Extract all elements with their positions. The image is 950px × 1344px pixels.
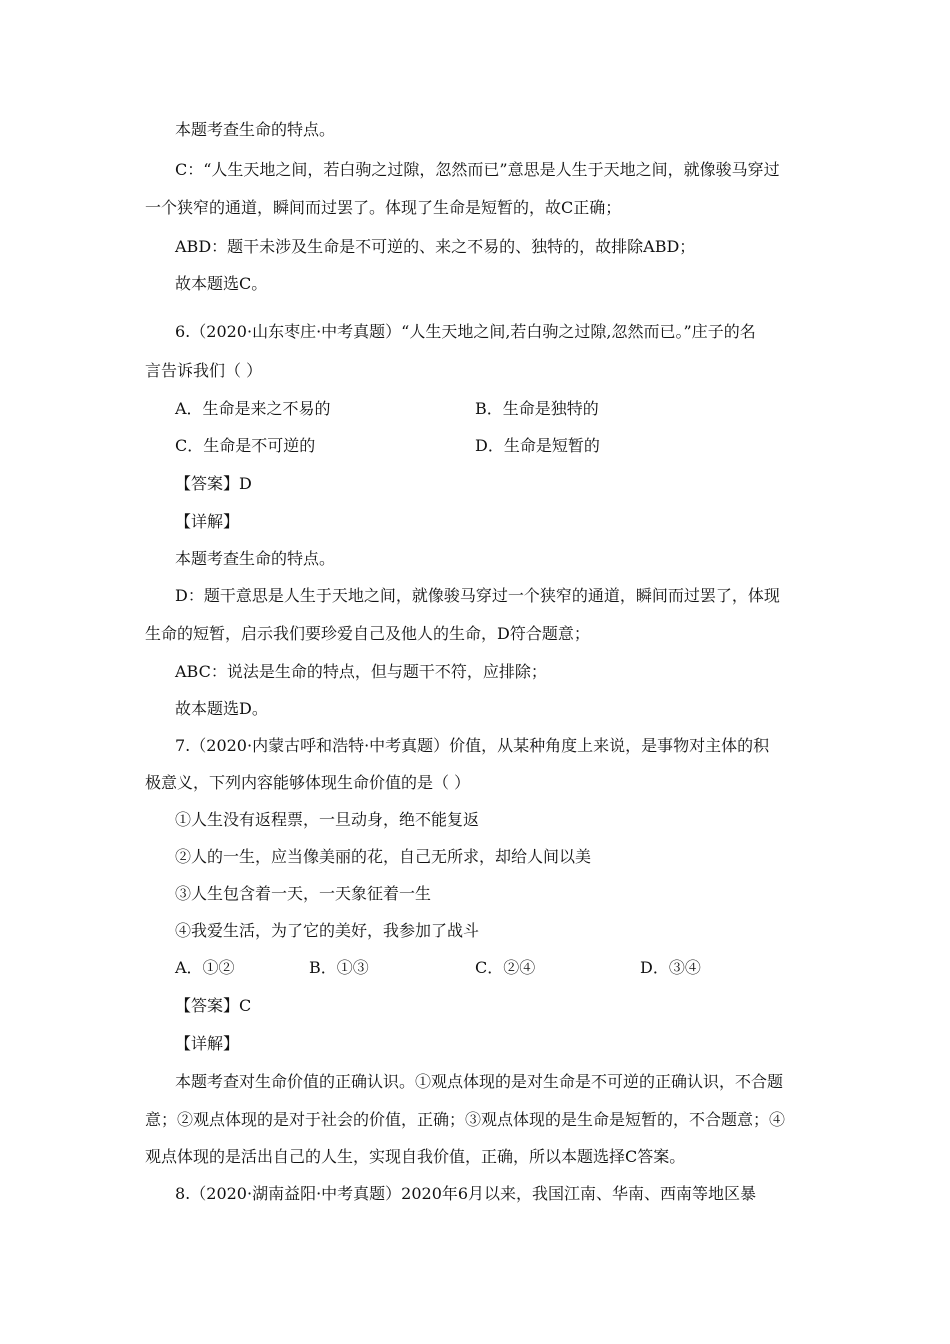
q6-detail-conclusion: 故本题选D。: [175, 699, 268, 718]
q7-item-4: ④我爱生活，为了它的美好，我参加了战斗: [175, 921, 480, 940]
q6-detail-d-line1: D：题干意思是人生于天地之间，就像骏马穿过一个狭窄的通道，瞬间而过罢了，体现: [175, 586, 780, 605]
q7-answer: 【答案】C: [175, 996, 252, 1015]
q6-answer: 【答案】D: [175, 474, 252, 493]
q5-explanation-conclusion: 故本题选C。: [175, 274, 268, 293]
q7-item-3: ③人生包含着一天，一天象征着一生: [175, 884, 432, 903]
q6-detail-d-line2: 生命的短暂，启示我们要珍爱自己及他人的生命，D符合题意；: [145, 624, 590, 643]
q7-detail-line3: 观点体现的是活出自己的人生，实现自我价值，正确，所以本题选择C答案。: [145, 1147, 686, 1166]
q7-detail-line1: 本题考查对生命价值的正确认识。①观点体现的是对生命是不可逆的正确认识，不合题: [175, 1072, 784, 1091]
q6-stem-line2: 言告诉我们（ ）: [145, 361, 263, 380]
q7-option-a: A．①②: [175, 958, 235, 977]
q7-detail-line2: 意；②观点体现的是对于社会的价值，正确；③观点体现的是生命是短暂的，不合题意；④: [145, 1110, 786, 1129]
q5-explanation-c-line1: C：“人生天地之间，若白驹之过隙，忽然而已”意思是人生于天地之间，就像骏马穿过: [175, 160, 780, 179]
q6-stem-line1: 6.（2020·山东枣庄·中考真题）“人生天地之间,若白驹之过隙,忽然而已。”庄子的名: [175, 322, 756, 341]
q6-detail-label: 【详解】: [175, 512, 240, 531]
q8-stem-line1: 8.（2020·湖南益阳·中考真题）2020年6月以来，我国江南、华南、西南等地区暴: [175, 1184, 757, 1203]
q5-explanation-abd: ABD：题干未涉及生命是不可逆的、来之不易的、独特的，故排除ABD；: [175, 237, 696, 256]
q7-option-b: B．①③: [309, 958, 369, 977]
q6-option-d: D．生命是短暂的: [475, 436, 600, 455]
q7-stem-line1: 7.（2020·内蒙古呼和浩特·中考真题）价值，从某种角度上来说，是事物对主体的积: [175, 736, 770, 755]
q7-option-c: C．②④: [475, 958, 536, 977]
q7-stem-line2: 极意义，下列内容能够体现生命价值的是（ ）: [145, 773, 471, 792]
q6-detail-abc: ABC：说法是生命的特点，但与题干不符，应排除；: [175, 662, 547, 681]
q5-explanation-intro: 本题考查生命的特点。: [175, 120, 336, 139]
q6-option-b: B．生命是独特的: [475, 399, 599, 418]
q7-detail-label: 【详解】: [175, 1034, 240, 1053]
q6-option-a: A．生命是来之不易的: [175, 399, 331, 418]
q5-explanation-c-line2: 一个狭窄的通道，瞬间而过罢了。体现了生命是短暂的，故C正确；: [145, 198, 622, 217]
q7-item-1: ①人生没有返程票，一旦动身，绝不能复返: [175, 810, 480, 829]
q6-detail-intro: 本题考查生命的特点。: [175, 549, 336, 568]
q7-item-2: ②人的一生，应当像美丽的花，自己无所求，却给人间以美: [175, 847, 592, 866]
q6-option-c: C．生命是不可逆的: [175, 436, 316, 455]
q7-option-d: D．③④: [640, 958, 701, 977]
